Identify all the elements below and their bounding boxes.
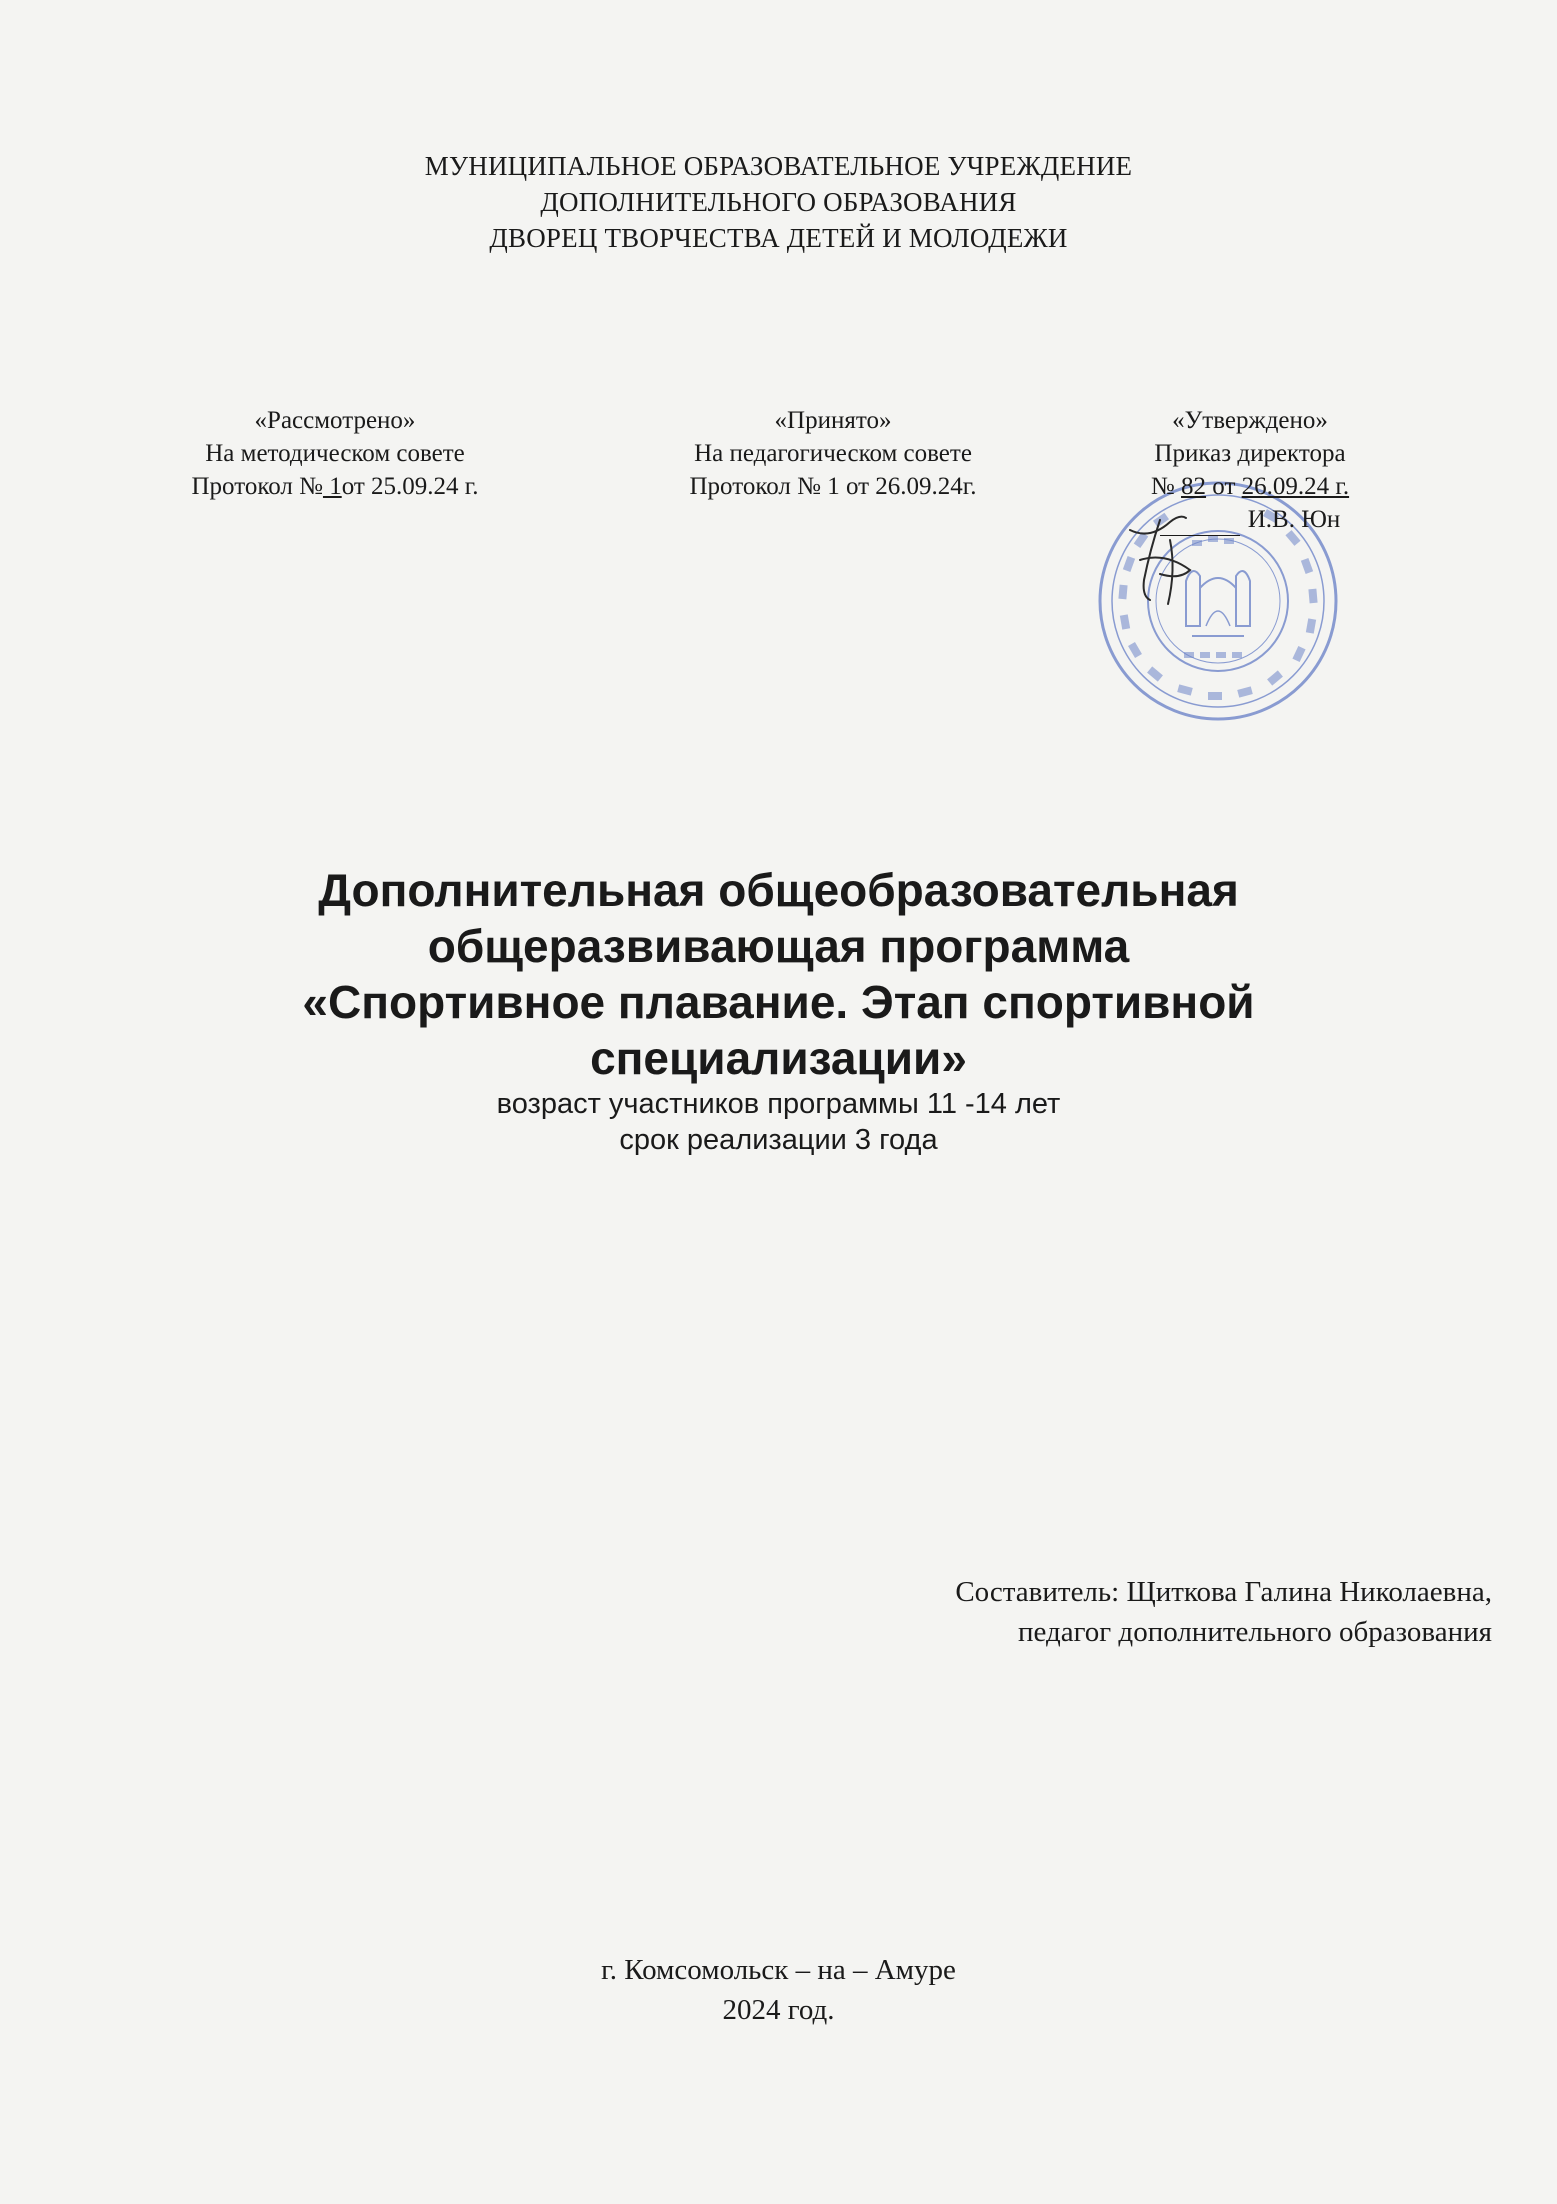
footer-block (0, 1950, 1557, 2030)
compiler-block (955, 1572, 1492, 1652)
reviewed-protocol-number: 1 (322, 473, 342, 500)
program-title-line-4: специализации» (590, 1032, 967, 1084)
accepted-protocol (618, 470, 1048, 503)
accepted-protocol-prefix: Протокол № (689, 473, 821, 500)
accepted-protocol-number: 1 (820, 473, 840, 500)
institution-header (0, 148, 1557, 256)
approved-signatory: И.В. Юн (1247, 506, 1341, 533)
approved-order-suffix: от (1212, 473, 1236, 500)
program-title-block (0, 862, 1557, 1158)
reviewed-protocol-prefix: Протокол № (191, 473, 323, 500)
compiler-position: педагог дополнительного образования (1017, 1616, 1492, 1648)
institution-line-1: МУНИЦИПАЛЬНОЕ ОБРАЗОВАТЕЛЬНОЕ УЧРЕЖДЕНИЕ (424, 151, 1133, 181)
program-title-line-1: Дополнительная общеобразовательная (318, 864, 1239, 916)
accepted-body: На педагогическом совете (694, 440, 972, 467)
reviewed-protocol (140, 470, 530, 503)
approved-order-number: 82 (1181, 473, 1207, 500)
reviewed-body: На методическом совете (205, 440, 465, 467)
signature-blank-line (1160, 515, 1240, 536)
approved-order (1095, 470, 1405, 503)
approval-block-approved (1095, 404, 1405, 536)
approved-order-date: 26.09.24 г. (1241, 473, 1350, 500)
footer-year: 2024 год. (722, 1994, 835, 2026)
program-duration: срок реализации 3 года (619, 1124, 938, 1156)
approved-order-prefix: № (1150, 473, 1175, 500)
approval-block-reviewed (140, 404, 530, 503)
institution-line-3: ДВОРЕЦ ТВОРЧЕСТВА ДЕТЕЙ И МОЛОДЕЖИ (489, 223, 1068, 253)
program-age: возраст участников программы 11 -14 лет (496, 1088, 1061, 1120)
approved-heading: «Утверждено» (1172, 407, 1328, 434)
footer-city: г. Комсомольск – на – Амуре (601, 1954, 956, 1986)
accepted-heading: «Принято» (774, 407, 892, 434)
program-title-line-2: общеразвивающая программа (427, 920, 1130, 972)
reviewed-protocol-suffix: от 25.09.24 г. (341, 473, 479, 500)
institution-line-2: ДОПОЛНИТЕЛЬНОГО ОБРАЗОВАНИЯ (540, 187, 1017, 217)
reviewed-heading: «Рассмотрено» (254, 407, 416, 434)
program-title-line-3: «Спортивное плавание. Этап спортивной (302, 976, 1255, 1028)
approved-signature-line (1095, 503, 1405, 536)
compiler-name: Составитель: Щиткова Галина Николаевна, (955, 1576, 1492, 1608)
accepted-protocol-suffix: от 26.09.24г. (839, 473, 977, 500)
approval-block-accepted (618, 404, 1048, 503)
approved-body: Приказ директора (1154, 440, 1346, 467)
